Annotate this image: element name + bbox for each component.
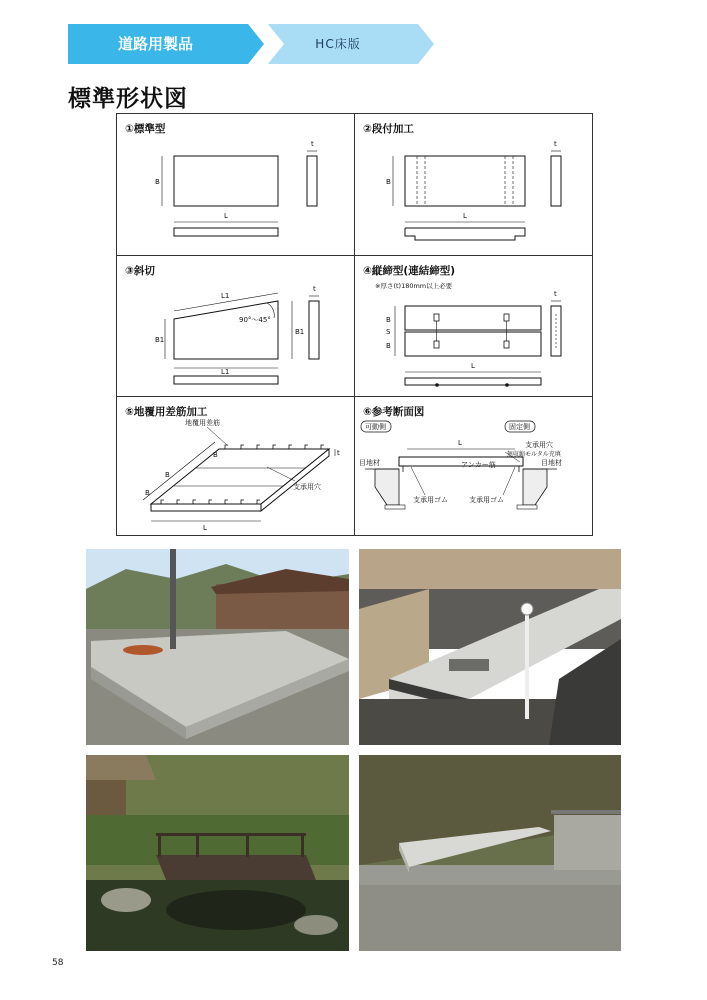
label-hole: 支承用穴 <box>525 441 553 449</box>
label-B: B <box>213 451 218 459</box>
label-t: t <box>554 290 557 298</box>
diagram-standard <box>117 114 354 254</box>
label-B: B <box>165 471 170 479</box>
label-B: B <box>386 342 391 350</box>
label-B: B <box>386 178 391 186</box>
label-B: B <box>145 489 150 497</box>
label-B1: B1 <box>155 336 165 344</box>
label-B: B <box>155 178 160 186</box>
diagram-grid <box>116 113 593 536</box>
label-t: t <box>311 140 314 148</box>
label-B1: B1 <box>295 328 305 336</box>
page-title: 標準形状図 <box>68 86 188 112</box>
label-L: L <box>471 362 475 370</box>
label-L: L <box>463 212 467 220</box>
header-category: 道路用製品 <box>117 35 193 53</box>
photo-garden-bridge-image <box>86 755 349 951</box>
label-rubber: 支承用ゴム <box>469 496 504 504</box>
diagram-skew-cut-drawing <box>117 256 354 396</box>
label-rebar: 地覆用差筋 <box>185 419 220 427</box>
photo-slab-field-image <box>86 549 349 745</box>
label-joint: 目地材 <box>359 459 380 467</box>
diagram-note: ※厚さ(t)180mm以上必要 <box>375 282 453 290</box>
diagram-cross-section <box>355 397 592 537</box>
diagram-longitudinal-tie <box>355 256 592 396</box>
photo-river-bridge <box>359 755 621 951</box>
diagram-standard-drawing <box>117 114 354 254</box>
label-t: t <box>313 285 316 293</box>
label-L: L <box>224 212 228 220</box>
diagram-longitudinal-tie-drawing <box>355 256 592 396</box>
diagram-title: ④縦締型(連結締型) <box>363 265 455 277</box>
label-rubber: 支承用ゴム <box>413 496 448 504</box>
diagram-title: ⑤地覆用差筋加工 <box>125 406 208 418</box>
diagram-stepped <box>355 114 592 254</box>
photo-slab-bridge-road-image <box>359 549 621 745</box>
label-joint: 目地材 <box>541 459 562 467</box>
photo-river-bridge-image <box>359 755 621 951</box>
label-anchor: アンカー筋 <box>461 461 496 469</box>
label-mortar: 無収縮モルタル充填 <box>507 451 561 458</box>
diagram-curb-rebar-drawing <box>117 397 354 537</box>
label-L: L <box>203 524 207 532</box>
label-L1: L1 <box>221 292 230 300</box>
label-hole: 支承用穴 <box>293 483 321 491</box>
label-B: B <box>386 316 391 324</box>
label-S: S <box>386 328 391 336</box>
label-fixed: 固定側 <box>509 423 530 431</box>
page-number: 58 <box>52 958 64 968</box>
diagram-title: ⑥参考断面図 <box>363 406 425 418</box>
diagram-title: ①標準型 <box>125 123 166 135</box>
diagram-title: ②段付加工 <box>363 123 414 135</box>
photo-garden-bridge <box>86 755 349 951</box>
section-header <box>68 24 434 64</box>
label-t: t <box>554 140 557 148</box>
label-movable: 可動側 <box>365 423 386 431</box>
header-product: HC床版 <box>315 37 361 51</box>
label-L1: L1 <box>221 368 230 376</box>
label-angle: 90°～45° <box>239 316 271 324</box>
photo-slab-field <box>86 549 349 745</box>
label-L: L <box>458 439 462 447</box>
diagram-cross-section-drawing <box>355 397 592 537</box>
diagram-curb-rebar <box>117 397 354 537</box>
label-t: t <box>337 449 340 457</box>
photo-slab-bridge-road <box>359 549 621 745</box>
diagram-title: ③斜切 <box>125 265 155 277</box>
diagram-skew-cut <box>117 256 354 396</box>
diagram-stepped-drawing <box>355 114 592 254</box>
